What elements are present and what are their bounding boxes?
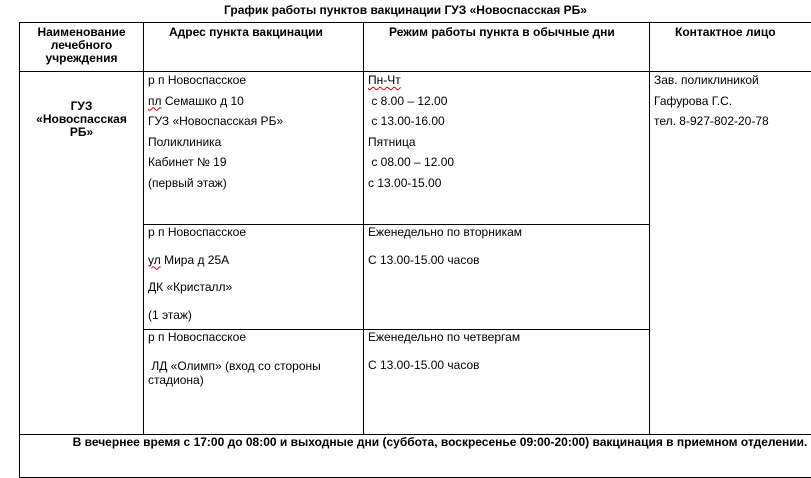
address-line: (первый этаж) <box>148 170 359 198</box>
header-institution: Наименование лечебного учреждения <box>20 23 144 72</box>
contact-line: Гафурова Г.С. <box>654 88 811 116</box>
address-line: р п Новоспасское <box>148 219 359 247</box>
address-cell <box>144 225 364 330</box>
footer-row <box>20 435 811 478</box>
institution-cell: ГУЗ «Новоспасская РБ» <box>20 72 144 435</box>
table-row <box>20 72 811 225</box>
schedule-line: Пн-Чт <box>368 67 645 95</box>
address-line: ГУЗ «Новоспасская РБ» <box>148 108 359 136</box>
table-header-row <box>20 23 811 72</box>
address-line-part: ул <box>148 253 161 267</box>
schedule-line: С 13.00-15.00 часов <box>368 352 645 380</box>
schedule-line: С 13.00-15.00 часов <box>368 247 645 275</box>
schedule-cell <box>364 225 650 330</box>
address-line: ДК «Кристалл» <box>148 274 359 302</box>
schedule-line: Пятница <box>368 129 645 157</box>
address-line: Поликлиника <box>148 129 359 157</box>
address-line: ул Мира д 25А <box>148 247 359 275</box>
schedule-line: с 08.00 – 12.00 <box>368 149 645 177</box>
contact-line: Зав. поликлиникой <box>654 67 811 95</box>
address-cell <box>144 330 364 435</box>
address-line: (1 этаж) <box>148 302 359 330</box>
document-title: График работы пунктов вакцинации ГУЗ «Новоспасская РБ» <box>0 3 811 18</box>
address-line: Кабинет № 19 <box>148 149 359 177</box>
address-line-part: пл <box>148 94 162 108</box>
address-cell <box>144 72 364 225</box>
schedule-cell <box>364 72 650 225</box>
address-line: ЛД «Олимп» (вход со стороны стадиона) <box>148 359 359 387</box>
address-line: р п Новоспасское <box>148 67 359 95</box>
schedule-line: Еженедельно по четвергам <box>368 324 645 352</box>
header-contact: Контактное лицо <box>650 23 811 72</box>
address-line: р п Новоспасское <box>148 324 359 352</box>
contact-cell <box>650 72 811 435</box>
vaccination-schedule-table <box>19 22 811 478</box>
schedule-line: с 13.00-15.00 <box>368 170 645 198</box>
address-line: пл Семашко д 10 <box>148 88 359 116</box>
schedule-line: Еженедельно по вторникам <box>368 219 645 247</box>
header-schedule: Режим работы пункта в обычные дни <box>364 23 650 72</box>
footer-note: В вечернее время с 17:00 до 08:00 и выходные дни (суббота, воскресенье 09:00-20:00) вакцинация в приемном отделении. <box>20 435 811 478</box>
header-address: Адрес пункта вакцинации <box>144 23 364 72</box>
contact-line: тел. 8-927-802-20-78 <box>654 108 811 136</box>
schedule-line: с 13.00-16.00 <box>368 108 645 136</box>
schedule-cell <box>364 330 650 435</box>
schedule-line: с 8.00 – 12.00 <box>368 88 645 116</box>
